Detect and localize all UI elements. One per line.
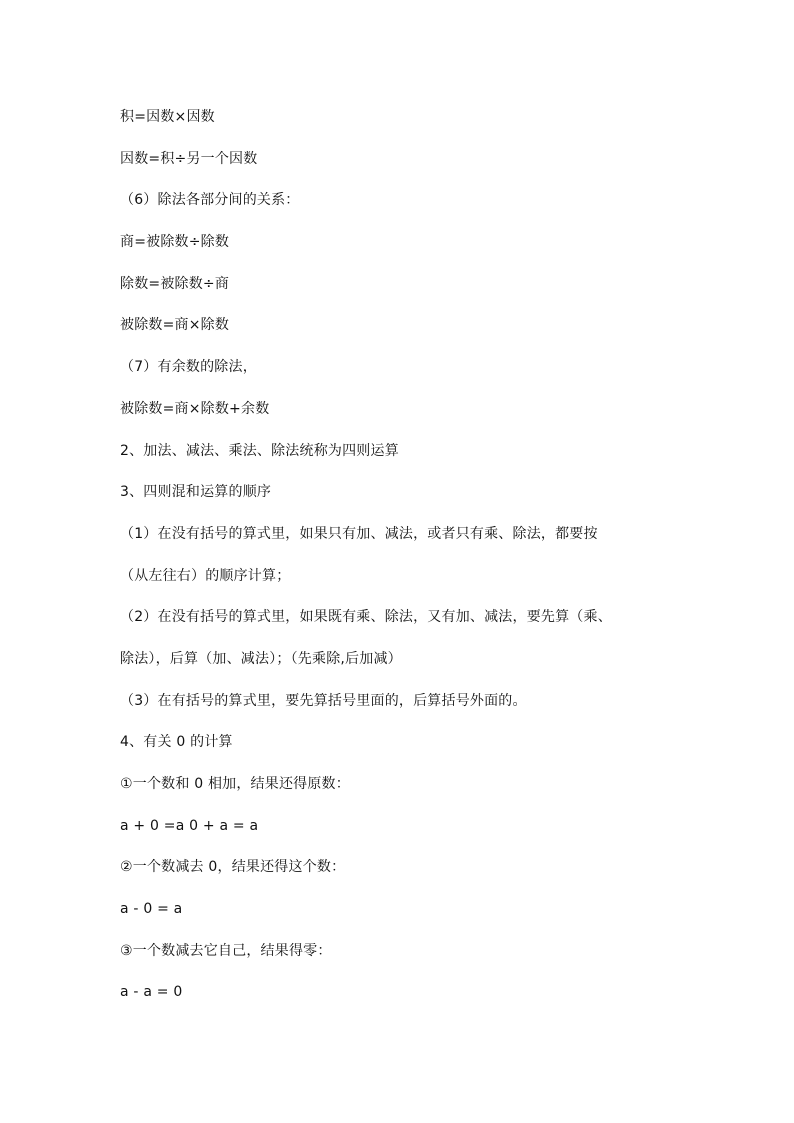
zero-rule-2: ②一个数减去 0，结果还得这个数： bbox=[120, 859, 346, 876]
formula-factor: 因数=积÷另一个因数 bbox=[120, 150, 258, 167]
formula-product: 积=因数×因数 bbox=[120, 109, 215, 125]
zero-rule-3: ③一个数减去它自己，结果得零： bbox=[120, 942, 332, 959]
zero-rule-1: ①一个数和 0 相加，结果还得原数： bbox=[120, 776, 350, 792]
zero-formula-3: a - a = 0 bbox=[120, 984, 183, 1001]
zero-formula-2: a - 0 = a bbox=[120, 901, 183, 918]
heading-zero-calculations: 4、有关 0 的计算 bbox=[120, 734, 233, 751]
section-division-remainder: （7）有余数的除法， bbox=[120, 359, 257, 376]
rule-3: （3）在有括号的算式里，要先算括号里面的，后算括号外面的。 bbox=[120, 692, 527, 709]
formula-divisor: 除数=被除数÷商 bbox=[120, 275, 230, 292]
rule-2-line-2: 除法），后算（加、减法）；（先乘除,后加减） bbox=[120, 650, 402, 667]
heading-four-operations: 2、加法、减法、乘法、除法统称为四则运算 bbox=[120, 442, 399, 459]
formula-quotient: 商=被除数÷除数 bbox=[120, 234, 230, 251]
rule-1-line-2: （从左往右）的顺序计算； bbox=[120, 567, 291, 584]
formula-dividend: 被除数=商×除数 bbox=[120, 317, 230, 334]
section-division-relations: （6）除法各部分间的关系： bbox=[120, 192, 300, 209]
heading-order-of-operations: 3、四则混和运算的顺序 bbox=[120, 484, 272, 501]
zero-formula-1: a + 0 =a 0 + a = a bbox=[120, 817, 259, 834]
rule-2-line-1: （2）在没有括号的算式里，如果既有乘、除法，又有加、减法，要先算（乘、 bbox=[120, 609, 612, 626]
rule-1-line-1: （1）在没有括号的算式里，如果只有加、减法，或者只有乘、除法，都要按 bbox=[120, 525, 598, 542]
document-body bbox=[120, 106, 700, 1023]
formula-dividend-remainder: 被除数=商×除数+余数 bbox=[120, 400, 270, 417]
